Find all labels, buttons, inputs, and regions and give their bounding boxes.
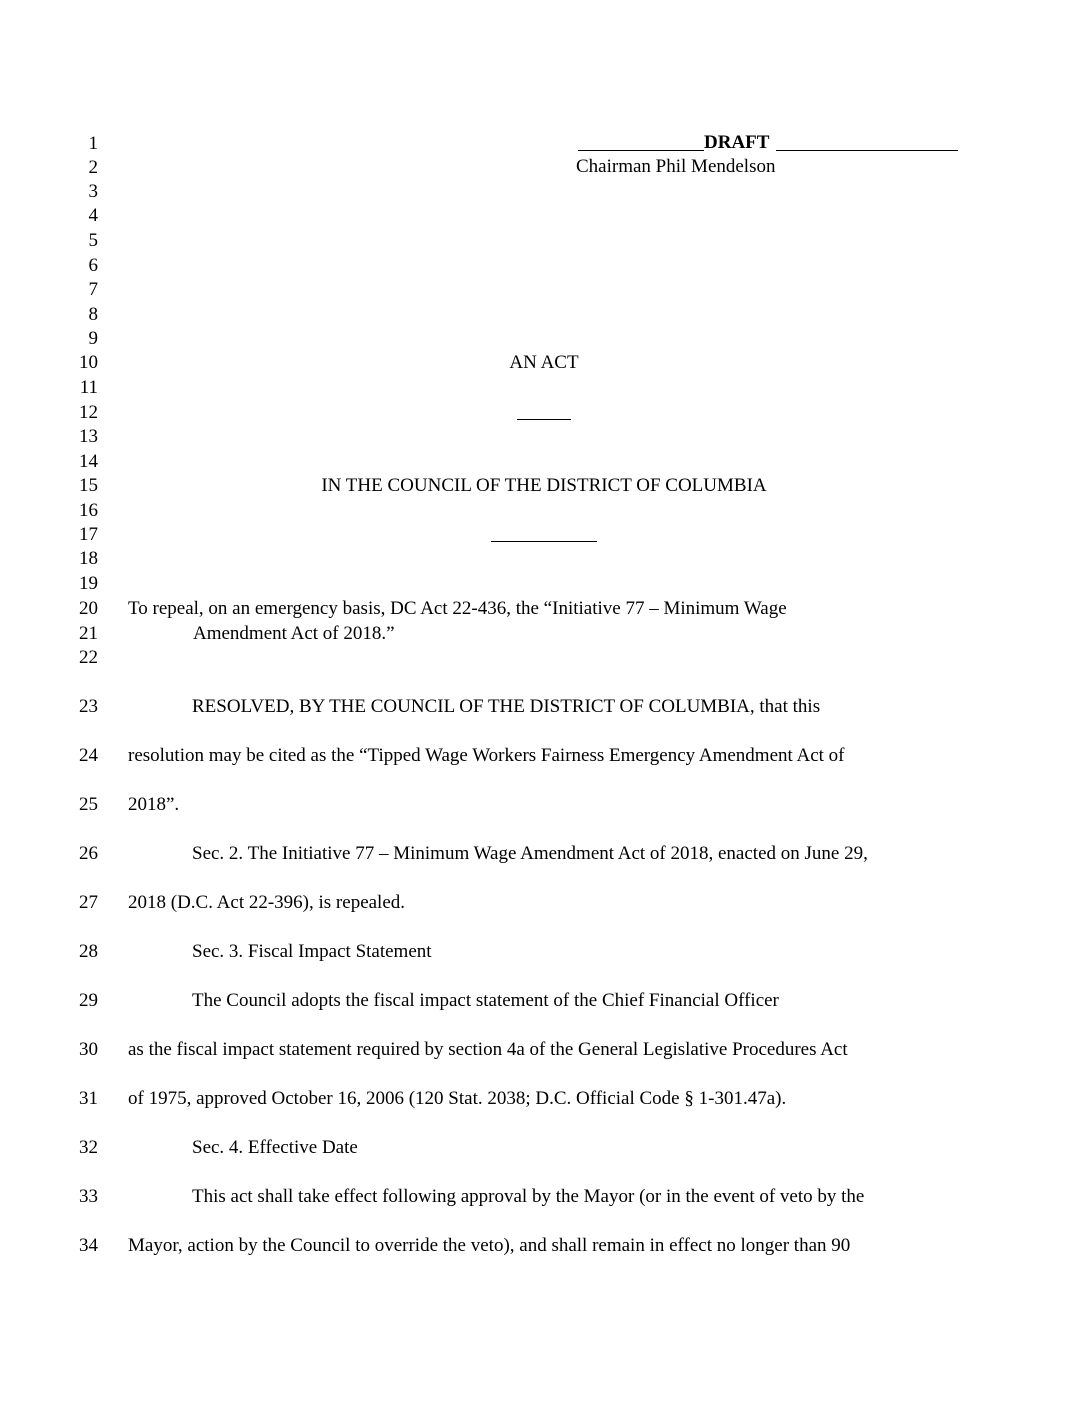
line-number: 31 — [79, 1088, 98, 1109]
council-heading: IN THE COUNCIL OF THE DISTRICT OF COLUMBIA — [321, 475, 767, 496]
line-number: 10 — [79, 352, 98, 373]
line-number: 34 — [79, 1235, 98, 1256]
line-number: 19 — [79, 573, 98, 594]
body-line-24: resolution may be cited as the “Tipped Wage Workers Fairness Emergency Amendment Act of — [128, 745, 845, 766]
body-line-31: of 1975, approved October 16, 2006 (120 Stat. 2038; D.C. Official Code § 1-301.47a). — [128, 1088, 787, 1109]
body-line-34: Mayor, action by the Council to override the veto), and shall remain in effect no longer than 90 — [128, 1235, 851, 1256]
line-number: 32 — [79, 1137, 98, 1158]
summary-line-2: Amendment Act of 2018.” — [193, 623, 395, 644]
draft-underline-right — [776, 150, 958, 151]
line-number: 29 — [79, 990, 98, 1011]
line-number: 33 — [79, 1186, 98, 1207]
body-line-25: 2018”. — [128, 794, 180, 815]
line-number: 1 — [88, 133, 98, 154]
line-number: 12 — [79, 402, 98, 423]
line-number: 5 — [88, 230, 98, 251]
date-blank — [491, 541, 597, 542]
line-number: 21 — [79, 623, 98, 644]
line-number: 30 — [79, 1039, 98, 1060]
line-number: 18 — [79, 548, 98, 569]
line-number: 16 — [79, 500, 98, 521]
section-4-heading: Sec. 4. Effective Date — [192, 1137, 358, 1158]
line-number: 13 — [79, 426, 98, 447]
sponsor: Chairman Phil Mendelson — [576, 156, 776, 177]
draft-label: DRAFT — [704, 132, 770, 153]
line-number: 25 — [79, 794, 98, 815]
draft-underline-left — [578, 150, 704, 151]
line-number: 3 — [88, 181, 98, 202]
body-line-30: as the fiscal impact statement required by section 4a of the General Legislative Procedures Act — [128, 1039, 848, 1060]
line-number: 2 — [88, 157, 98, 178]
line-number: 4 — [88, 205, 98, 226]
section-3-heading: Sec. 3. Fiscal Impact Statement — [192, 941, 432, 962]
line-number: 20 — [79, 598, 98, 619]
line-number: 11 — [79, 377, 98, 398]
line-number: 15 — [79, 475, 98, 496]
line-number: 26 — [79, 843, 98, 864]
line-number: 17 — [79, 524, 98, 545]
line-number: 9 — [88, 328, 98, 349]
line-number: 6 — [88, 255, 98, 276]
line-number: 24 — [79, 745, 98, 766]
line-number: 28 — [79, 941, 98, 962]
summary-line-1: To repeal, on an emergency basis, DC Act 22-436, the “Initiative 77 – Minimum Wage — [128, 598, 787, 619]
act-heading: AN ACT — [509, 352, 579, 373]
line-number: 8 — [88, 304, 98, 325]
body-line-33: This act shall take effect following approval by the Mayor (or in the event of veto by the — [192, 1186, 865, 1207]
enacting-clause: RESOLVED, BY THE COUNCIL OF THE DISTRICT OF COLUMBIA, that this — [192, 696, 821, 717]
line-number: 14 — [79, 451, 98, 472]
line-number: 7 — [88, 279, 98, 300]
section-2: Sec. 2. The Initiative 77 – Minimum Wage Amendment Act of 2018, enacted on June 29, — [192, 843, 868, 864]
body-line-29: The Council adopts the fiscal impact statement of the Chief Financial Officer — [192, 990, 779, 1011]
line-number: 22 — [79, 647, 98, 668]
line-number: 23 — [79, 696, 98, 717]
act-number-blank — [517, 419, 571, 420]
line-number: 27 — [79, 892, 98, 913]
body-line-27: 2018 (D.C. Act 22-396), is repealed. — [128, 892, 406, 913]
